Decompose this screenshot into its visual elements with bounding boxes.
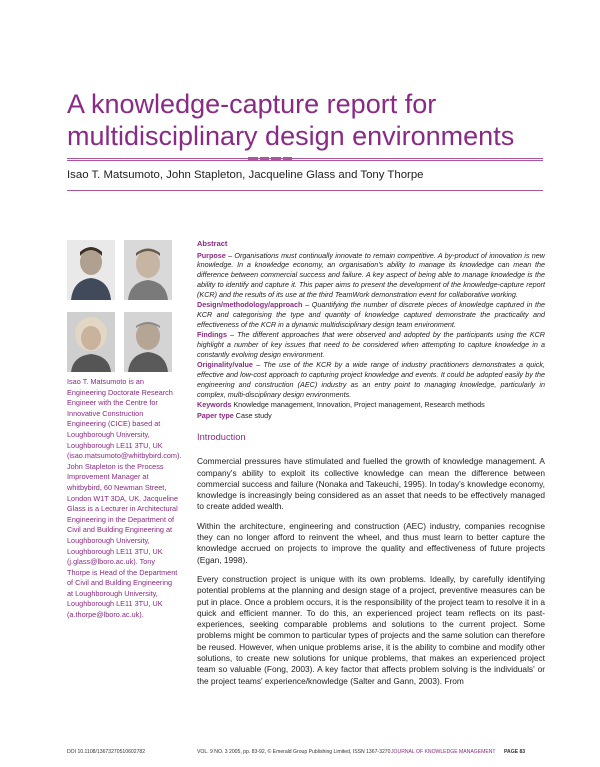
footer-doi: DOI 10.1108/13673270510602782 [67, 749, 146, 755]
author-photo-thorpe [124, 312, 172, 372]
author-line: Isao T. Matsumoto, John Stapleton, Jacqueline Glass and Tony Thorpe [67, 169, 424, 181]
author-photo-stapleton [124, 240, 172, 300]
abstract-heading: Abstract [197, 239, 228, 248]
article-title [67, 88, 567, 152]
abstract-findings: Findings – The different approaches that were observed and adopted by the participants using the KCR highlight a number of key issues that need to be considered when attempting to capture knowledge in a constantly evolving design environment. [197, 330, 545, 359]
author-divider [67, 190, 543, 191]
abstract-paper-type: Paper type Case study [197, 410, 272, 420]
abstract-originality: Originality/value – The use of the KCR by a wide range of industry practitioners demonstrates a quick, effective and low-cost approach to capturing project knowledge and events. It could be adopted easily by the engineering and construction (AEC) industry as an entry point to managing knowledge, particularly in complex, multi-disciplinary design environments. [197, 360, 545, 399]
abstract [197, 239, 545, 422]
paragraph: Every construction project is unique with its own problems. Ideally, by carefully identifying potential problems at the planning and design stage of a project, preventive measures can be put in place. Once a problem occurs, it is the responsibility of the project team to resolve it in a quick and efficient manner. To do this, an experienced project team reflects on its past-experiences, seeking comparable problems and solutions to the current project. Some problems might be common to particular types of projects and the same solution can therefore be reused. However, when unique problems arise, it is the ability to combine and modify other solutions, to create new solutions for unique problems, that makes an experienced project team so valuable (Fong, 2003). A key factor that affects problem solving is the individuals' or the project teams' experience/knowledge (Salter and Gann, 2003). From [197, 573, 545, 686]
footer-page: PAGE 83 [504, 749, 526, 755]
abstract-purpose: Purpose – Organisations must continually innovate to remain competitive. A by-product of innovation is new knowledge. In a knowledge economy, an organisation's ability to manage its knowledge can mean the difference between commercial success and failure. A key aspect of being able to manage knowledge is the ability to identify and capture it. This paper aims to present the development of the knowledge-capture report (KCR) and the results of its use at the third TeamWork demonstration event for collaborative working. [197, 250, 545, 299]
title-line: multidisciplinary design environments [67, 121, 515, 151]
paragraph: Commercial pressures have stimulated and fuelled the growth of knowledge management. A company's ability to exploit its collective knowledge can mean the difference between commercial success and failure (Nonaka and Takeuchi, 1995). In today's knowledge economy, knowledge is increasingly being considered as an asset that needs to be effectively managed to create added wealth. [197, 456, 545, 512]
author-photo-matsumoto [67, 240, 115, 300]
abstract-keywords: Keywords Knowledge management, Innovation, Project management, Research methods [197, 400, 485, 410]
body-text [197, 432, 545, 695]
title-divider-bottom [67, 160, 543, 161]
footer-citation: VOL. 9 NO. 3 2005, pp. 83-92, © Emerald Group Publishing Limited, ISSN 1367-3270 [197, 749, 391, 755]
title-line: A knowledge-capture report for [67, 89, 437, 119]
footer-journal: JOURNAL OF KNOWLEDGE MANAGEMENT [391, 749, 496, 755]
author-biographies: Isao T. Matsumoto is an Engineering Doctorate Research Engineer with the Centre for Innovative Construction Engineering (CICE) based at Loughborough University, Loughborough LE11 3TU, UK (isao.matsumoto@whitbybird.com). John Stapleton is the Process Improvement Manager at whitbybird, 60 Newman Street, London W1T 3DA, UK. Jacqueline Glass is a Lecturer in Architectural Engineering in the Department of Civil and Building Engineering at Loughborough University, Loughborough LE11 3TU, UK (j.glass@lboro.ac.uk). Tony Thorpe is Head of the Department of Civil and Building Engineering at Loughborough University, Loughborough LE11 3TU, UK (a.thorpe@lboro.ac.uk). [67, 377, 182, 620]
title-divider-top [67, 158, 543, 159]
abstract-methodology: Design/methodology/approach – Quantifying the number of discrete pieces of knowledge captured in the KCR and categorising the type and quantity of knowledge captured demonstrate the practicality and effectiveness of the KCR in a dynamic multidisciplinary design team environment. [197, 300, 545, 329]
section-heading: Introduction [197, 432, 246, 442]
author-photo-glass [67, 312, 115, 372]
paragraph: Within the architecture, engineering and construction (AEC) industry, companies recognise they can no longer afford to reinvent the wheel, and thus must learn to better capture the knowledge accrued on projects to improve the quality and effectiveness of future projects (Egan, 1998). [197, 520, 545, 565]
